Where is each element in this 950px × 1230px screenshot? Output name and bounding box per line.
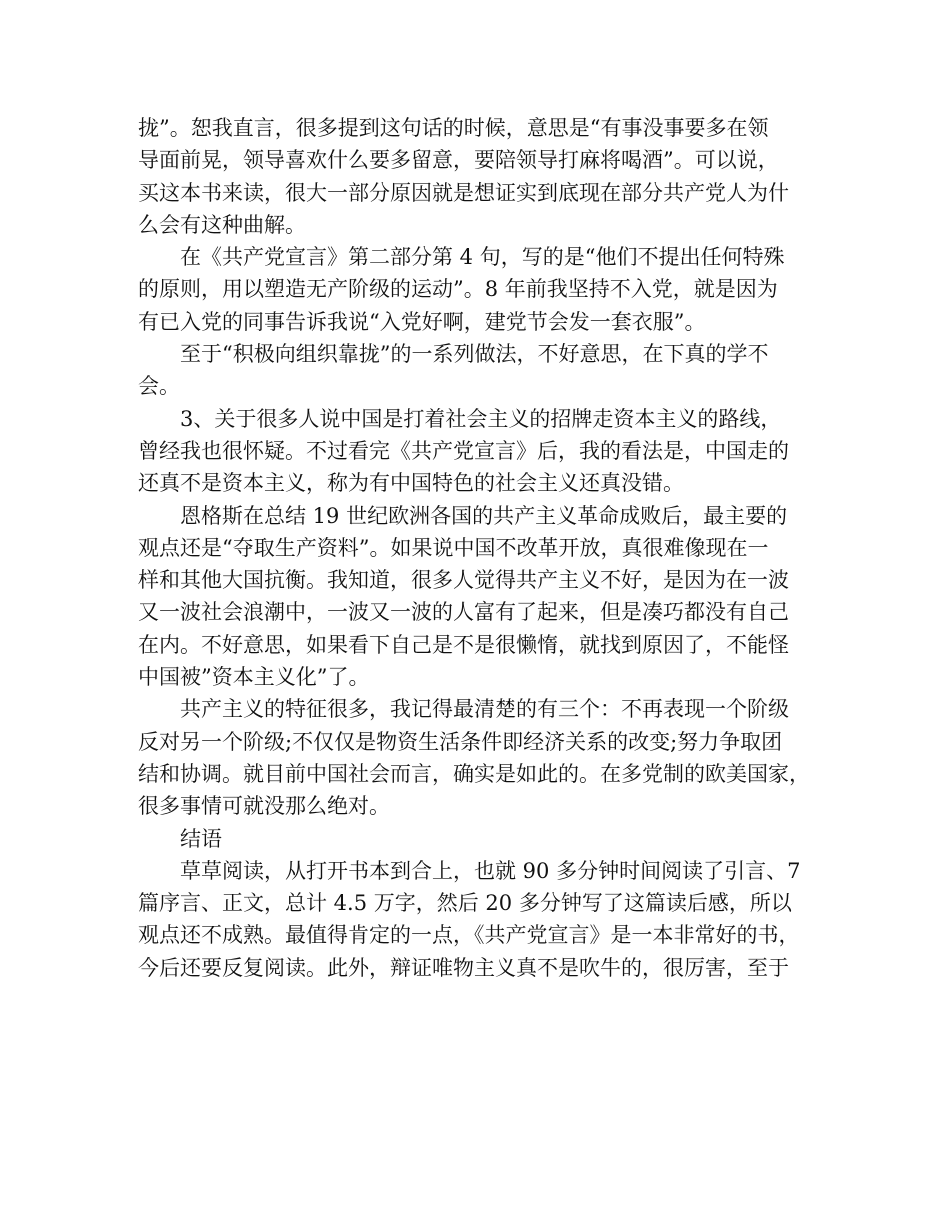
text-line: 又一波社会浪潮中，一波又一波的人富有了起来，但是凑巧都没有自己 — [138, 600, 789, 625]
text-line: 反对另一个阶级;不仅仅是物资生活条件即经济关系的改变;努力争取团 — [138, 729, 783, 754]
text-line: 在《共产党宣言》第二部分第 4 句，写的是“他们不提出任何特殊 — [180, 245, 785, 270]
text-line: 样和其他大国抗衡。我知道，很多人觉得共产主义不好，是因为在一波 — [138, 568, 789, 593]
text-line: 观点还不成熟。最值得肯定的一点，《共产党宣言》是一本非常好的书， — [138, 923, 800, 948]
text-line: 中国被”资本主义化”了。 — [138, 665, 370, 690]
text-line: 恩格斯在总结 19 世纪欧洲各国的共产主义革命成败后，最主要的 — [180, 503, 788, 528]
text-line: 拢”。恕我直言，很多提到这句话的时候，意思是“有事没事要多在领 — [138, 116, 769, 140]
text-line: 3、关于很多人说中国是打着社会主义的招牌走资本主义的路线， — [180, 406, 782, 431]
text-line: 的原则，用以塑造无产阶级的运动”。8 年前我坚持不入党，就是因为 — [138, 277, 778, 302]
text-line: 还真不是资本主义，称为有中国特色的社会主义还真没错。 — [138, 471, 684, 496]
text-line: 草草阅读，从打开书本到合上，也就 90 多分钟时间阅读了引言、7 — [180, 858, 801, 883]
text-line: 在内。不好意思，如果看下自己是不是很懒惰，就找到原因了，不能怪 — [138, 632, 789, 657]
text-line: 至于“积极向组织靠拢”的一系列做法，不好意思，在下真的学不 — [180, 342, 769, 367]
text-line: 有已入党的同事告诉我说“入党好啊，建党节会发一套衣服”。 — [138, 309, 706, 334]
text-line: 共产主义的特征很多，我记得最清楚的有三个：不再表现一个阶级 — [180, 697, 789, 722]
text-line: 么会有这种曲解。 — [138, 212, 306, 237]
text-line: 观点还是“夺取生产资料”。如果说中国不改革开放，真很难像现在一 — [138, 535, 769, 560]
text-line: 结和协调。就目前中国社会而言，确实是如此的。在多党制的欧美国家， — [138, 761, 810, 786]
text-line: 曾经我也很怀疑。不过看完《共产党宣言》后，我的看法是，中国走的 — [138, 438, 789, 463]
text-line: 买这本书来读，很大一部分原因就是想证实到底现在部分共产党人为什 — [138, 180, 789, 205]
section-heading: 结语 — [180, 826, 222, 851]
text-line: 今后还要反复阅读。此外，辩证唯物主义真不是吹牛的，很厉害，至于 — [138, 955, 789, 980]
text-line: 会。 — [138, 374, 180, 399]
text-line: 很多事情可就没那么绝对。 — [138, 794, 390, 819]
document-body — [138, 112, 828, 984]
text-line: 篇序言、正文，总计 4.5 万字，然后 20 多分钟写了这篇读后感，所以 — [138, 891, 792, 916]
text-line: 导面前晃，领导喜欢什么要多留意，要陪领导打麻将喝酒”。可以说， — [138, 148, 779, 173]
